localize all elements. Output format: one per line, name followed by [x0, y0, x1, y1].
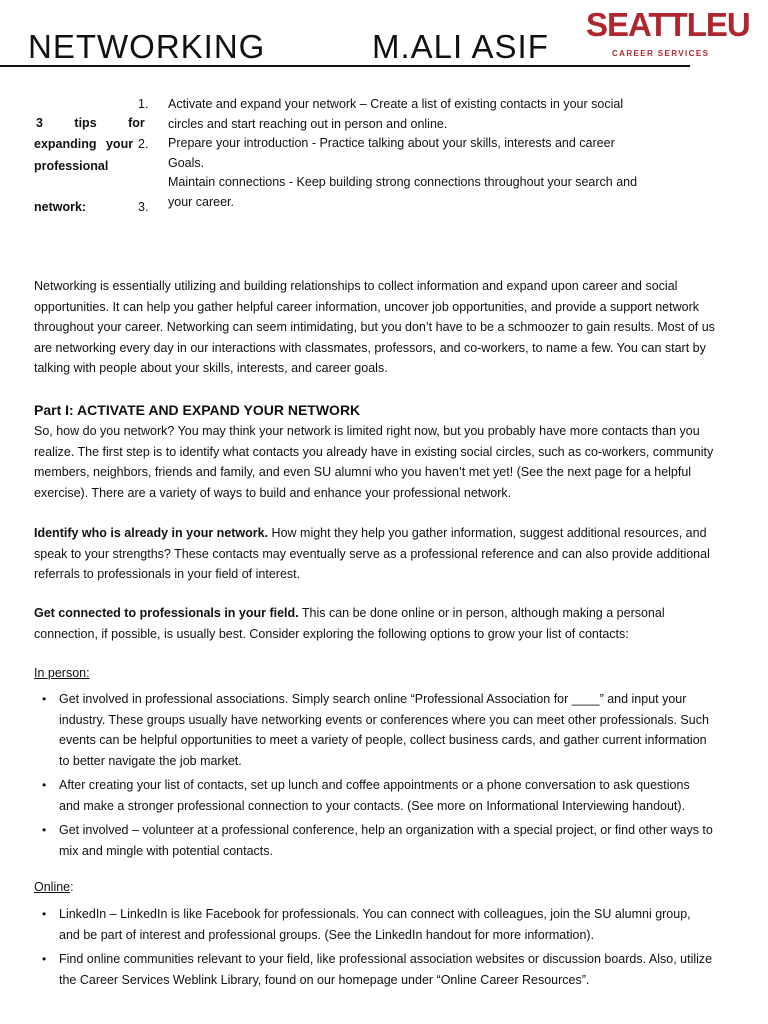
logo-subtitle: CAREER SERVICES: [612, 49, 710, 58]
part1-paragraph-3-body: This can be done online or in person, although making a personal connection, if possible, is usually best. Consider exploring the following options to grow your list of contacts:: [34, 606, 665, 641]
part1-paragraph-3-lead: Get connected to professionals in your field.: [34, 606, 299, 620]
list-item: • LinkedIn – LinkedIn is like Facebook for professionals. You can connect with colleagues, join the SU alumni group, and be part of interest and professional groups. (See the LinkedIn handout for more information).: [42, 904, 714, 945]
tip-number-3: 3.: [138, 200, 149, 214]
online-heading-label: Online: [34, 880, 71, 894]
part1-heading-main: ACTIVATE AND EXPAND YOUR NETWORK: [77, 402, 361, 418]
list-item: • Get involved in professional associations. Simply search online “Professional Association for ____” and input your industry. These groups usually have networking events or conferences where you can meet other professionals. Such events can be helpful opportunities to meet a variety of people, collect business cards, and gather current information to better navigate the job market.: [42, 689, 714, 771]
list-item: • After creating your list of contacts, set up lunch and coffee appointments or a phone conversation to ask questions and make a stronger professional connection to your contacts. (See more on Informational Interviewing handout).: [42, 775, 714, 816]
tip-text-3: Maintain connections - Keep building strong connections throughout your search and your career.: [168, 175, 638, 209]
seattleu-logo: SEATTLEU: [586, 6, 750, 43]
intro-paragraph: Networking is essentially utilizing and building relationships to collect information and expand upon career and social opportunities. It can help you gather helpful career information, uncover job opportunities, and provide a support network throughout your career. Networking can seem intimidating, but you don’t have to be a schmoozer to gain results. Most of us are networking every day in our interactions with classmates, professors, and co-workers, to name a few. You can start by talking with people about your skills, interests, and career goals.: [34, 279, 715, 375]
tip-number-2: 2.: [138, 137, 149, 151]
part1-paragraph-2: [34, 523, 724, 585]
tip-text-2: Prepare your introduction - Practice talking about your skills, interests and career Goals.: [168, 136, 615, 170]
tip-number-1: 1.: [138, 97, 149, 111]
author-name: M.ALI ASIF: [372, 28, 549, 65]
part1-heading-prefix: Part I:: [34, 402, 78, 418]
part1-paragraph-2-lead: Identify who is already in your network.: [34, 526, 269, 540]
part1-heading: [34, 402, 360, 418]
document-title: NETWORKING: [28, 28, 266, 65]
part1-paragraph-3: [34, 603, 724, 644]
part1-paragraph-1: So, how do you network? You may think your network is limited right now, but you probably have more contacts than you realize. The first step is to identify what contacts you already have in existing social circles, such as co-workers, community members, neighbors, friends and family, and even SU alumni who you haven’t met yet! (See the next page for a helpful exercise). There are a variety of ways to build and enhance your professional network.: [34, 424, 714, 500]
online-heading-colon: :: [70, 880, 74, 894]
list-item: • Get involved – volunteer at a professional conference, help an organization with a special project, or find other ways to mix and mingle with potential contacts.: [42, 820, 714, 861]
online-heading: [34, 880, 74, 894]
tips-label-line1: 3 tips for: [36, 116, 145, 130]
tips-label-line2: expanding your: [34, 137, 134, 151]
in-person-heading: In person:: [34, 666, 90, 680]
part1-paragraph-2-body: How might they help you gather information, suggest additional resources, and speak to your strengths? These contacts may eventually serve as a professional reference and can also provide additional referrals to professionals in your field of interest.: [34, 526, 710, 581]
tips-label-line3: professional: [34, 159, 109, 173]
list-item: • Find online communities relevant to your field, like professional association websites or discussion boards. Also, utilize the Career Services Weblink Library, found on our homepage under “Online Career Resources”.: [42, 949, 714, 990]
tip-text-1: Activate and expand your network – Create a list of existing contacts in your social circles and start reaching out in person and online.: [168, 97, 624, 131]
tips-label-line4: network:: [34, 200, 87, 214]
online-list: [42, 904, 714, 994]
in-person-list: [42, 689, 714, 865]
header-rule: [0, 65, 690, 67]
